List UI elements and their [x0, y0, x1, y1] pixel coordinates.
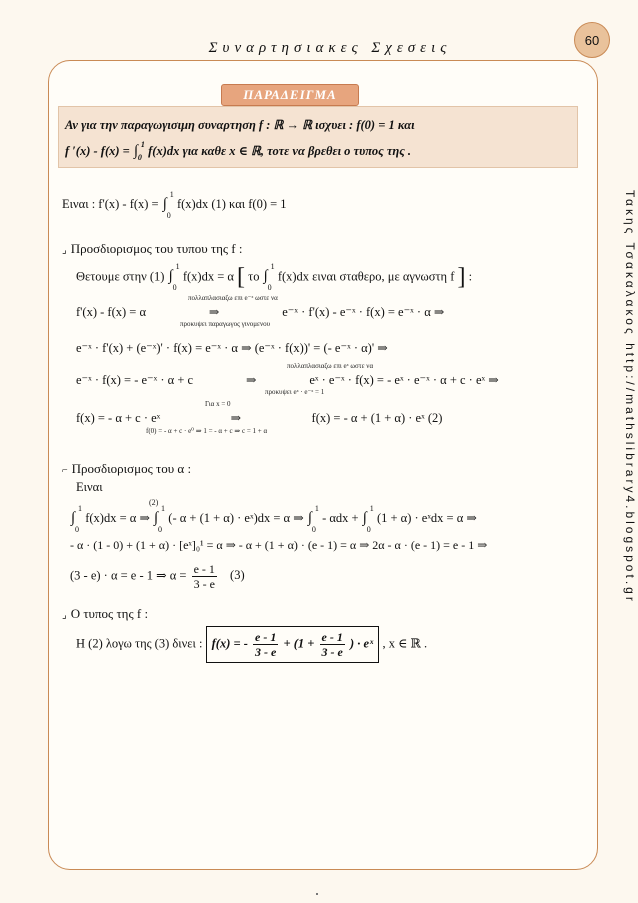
note-4: προκυψει eˣ · e⁻ˣ = 1	[265, 388, 325, 396]
result-box: f(x) = - $\frac{e - 1}{3 - e}$ + (1 + $\frac{e - 1}{3 - e}$ ) · eˣ	[206, 626, 380, 663]
bullet-icon: ⌟	[62, 610, 67, 621]
problem-box	[58, 106, 578, 168]
page-number: 60	[574, 22, 610, 58]
fraction: $\frac{e - 1}{3 - e}$	[193, 562, 215, 591]
integral-sign: ∫ 1 0	[168, 262, 180, 293]
bullet-icon: ⌟	[62, 245, 67, 256]
integral-sign: ∫ 1 0	[133, 140, 145, 162]
fraction: $\frac{e - 1}{3 - e}$	[255, 630, 277, 659]
s1-line-3: e⁻ˣ · f'(x) + (e⁻ˣ)' · f(x) = e⁻ˣ · α ⇒ (e⁻ˣ · f(x))' = (- e⁻ˣ · α)' ⇒	[76, 341, 388, 355]
s2-line-1: ∫ 1 0 f(x)dx = α ⇒ ∫ 1 0 (- α + (1 + α) · eˣ)dx = α ⇒ ∫ 1 0 - αdx + ∫ 1 0 (1 + α) · eˣdx = α ⇒	[71, 504, 477, 534]
note-5: Για x = 0	[205, 400, 231, 408]
fraction: $\frac{e - 1}{3 - e}$	[321, 630, 343, 659]
note-6: f(0) = - α + c · e⁰ ⇒ 1 = - α + c ⇒ c = 1 + α	[146, 427, 268, 435]
intro-line	[62, 190, 287, 220]
section3-title: ⌟ Ο τυπος της f :	[62, 606, 149, 621]
problem-line-2-a: f ′(x) - f(x) =	[65, 144, 130, 158]
s1-line-1: Θετουμε στην (1) ∫ 1 0 f(x)dx = α [ το ∫ 1 0 f(x)dx ειναι σταθερο, με αγνωστη f ] :	[76, 262, 473, 293]
side-text: Τακης Τσακαλακος http://mathslibrary4.blogspot.gr	[623, 190, 637, 604]
integral-sign: ∫ 1 0	[307, 504, 319, 534]
left-bracket: [	[237, 264, 246, 290]
s2-line-3: (3 - e) · α = e - 1 ⇒ α = $\frac{e - 1}{3 - e}$ (3)	[70, 562, 245, 591]
note-2: προκυψει παραγωγος γινομενου	[180, 320, 271, 328]
implies-arrow: ⇒	[208, 305, 220, 319]
s2-line-2: - α · (1 - 0) + (1 + α) · [eˣ]₀¹ = α ⇒ - α + (1 + α) · (e - 1) = α ⇒ 2α - α · (e - 1) = e - 1 ⇒	[70, 538, 488, 552]
problem-line-2	[65, 138, 571, 164]
running-title: Συναρτησιακες Σχεσεις	[208, 40, 452, 56]
s1-line-5: f(x) = - α + c · eˣ ⇒ f(x) = - α + (1 + α) · eˣ (2)	[76, 411, 443, 425]
example-label: ΠΑΡΑΔΕΙΓΜΑ	[221, 84, 359, 106]
s1-line-4: e⁻ˣ · f(x) = - e⁻ˣ · α + c ⇒ eˣ · e⁻ˣ · f(x) = - eˣ · e⁻ˣ · α + c · eˣ ⇒	[76, 373, 499, 387]
s2-intro: Ειναι	[76, 480, 103, 494]
implies-arrow: ⇒	[230, 411, 242, 425]
implies-arrow: ⇒	[245, 373, 257, 387]
integral-sign: ∫ 1 0	[162, 190, 174, 220]
note-1: πολλαπλασιαζω επι e⁻ˣ ωστε να	[188, 294, 278, 302]
ref-2: (2)	[149, 498, 159, 507]
problem-line-2-b: f(x)dx για καθε x ∈ ℝ, τοτε να βρεθει ο τυπος της .	[148, 144, 412, 158]
intro-b: f(x)dx (1) και f(0) = 1	[176, 197, 287, 211]
s3-line: Η (2) λογω της (3) δινει : f(x) = - $\frac{e - 1}{3 - e}$ + (1 + $\frac{e - 1}{3 - e}$ ) · eˣ , x ∈ ℝ .	[76, 626, 427, 663]
note-3: πολλαπλασιαζω επι eˣ ωστε να	[287, 362, 374, 370]
integral-sign: ∫ 1 0	[71, 504, 82, 534]
problem-line-1: Αν για την παραγωγισιμη συναρτηση f : ℝ → ℝ ισχυει : f(0) = 1 και	[65, 118, 415, 132]
section1-title: ⌟ Προσδιορισμος του τυπου της f :	[62, 241, 243, 256]
section2-title: ⌐ Προσδιορισμος του α :	[62, 461, 192, 476]
integral-sign: ∫ 1 0	[263, 262, 275, 293]
bullet-icon: ⌐	[62, 465, 68, 476]
right-bracket: ]	[457, 264, 466, 290]
intro-a: Ειναι : f'(x) - f(x) =	[62, 197, 159, 211]
integral-sign: ∫ 1 0	[362, 504, 374, 534]
bottom-dot	[316, 893, 318, 895]
s1-line-2: f'(x) - f(x) = α ⇒ e⁻ˣ · f'(x) - e⁻ˣ · f(x) = e⁻ˣ · α ⇒	[76, 305, 445, 319]
integral-sign: ∫ 1 0	[154, 504, 166, 534]
